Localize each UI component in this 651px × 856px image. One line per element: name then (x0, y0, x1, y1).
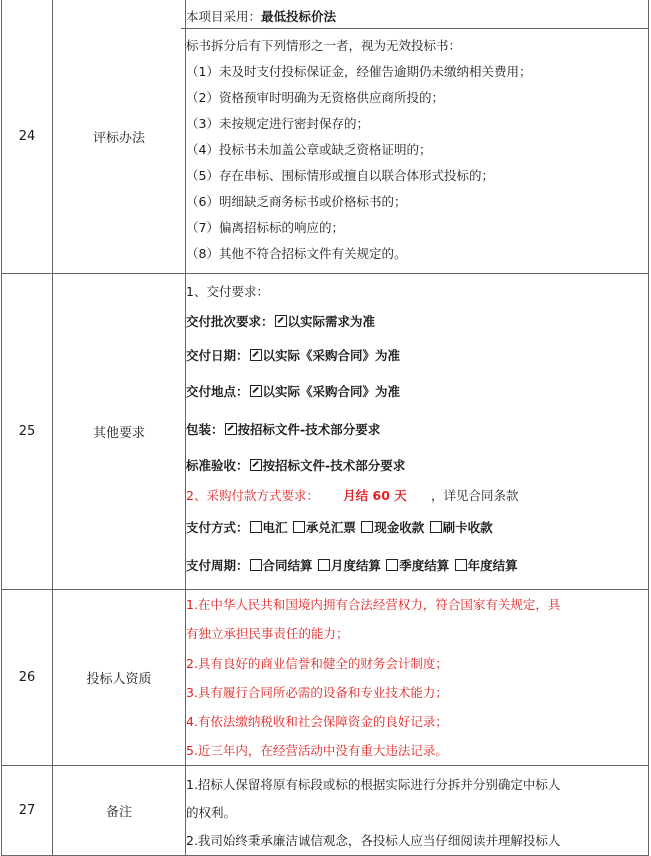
method-line (181, 6, 648, 29)
row-item: 评标办法 (53, 0, 186, 274)
payment-terms (186, 483, 648, 509)
option-label: 年度结算 (467, 557, 518, 573)
option-label: 月度结算 (330, 557, 381, 573)
option-label: 合同结算 (262, 557, 313, 573)
table-row (2, 766, 649, 856)
delivery-date (186, 339, 648, 373)
field-value: 以实际需求为准 (287, 313, 376, 329)
qualification-item: 1.在中华人民共和国境内拥有合法经营权力，符合国家有关规定，具 (186, 597, 561, 612)
table-row (2, 0, 649, 274)
delivery-location (186, 373, 648, 411)
row-content (186, 0, 649, 274)
field-value: 按招标文件-技术部分要求 (262, 457, 406, 473)
option-label: 现金收款 (374, 519, 425, 535)
row-content (186, 590, 649, 766)
delivery-title: 1、交付要求： (186, 283, 269, 299)
qualification-item: 2.具有良好的商业信誉和健全的财务会计制度； (186, 656, 448, 671)
condition-item: （6）明细缺乏商务标书或价格标书的； (186, 193, 407, 209)
checked-checkbox-icon[interactable] (250, 385, 262, 397)
option-label: 电汇 (262, 519, 288, 535)
qualification-item: 有独立承担民事责任的能力； (186, 626, 349, 641)
option-label: 刷卡收款 (442, 519, 493, 535)
row-number: 27 (2, 766, 53, 856)
requirements-table (1, 0, 649, 856)
checkbox-icon[interactable] (430, 521, 442, 533)
field-label: 支付方式： (186, 519, 249, 535)
condition-item: （7）偏离招标标的响应的； (186, 219, 344, 235)
table-row (2, 274, 649, 590)
method-value: 最低投标价法 (261, 8, 337, 24)
payment-cycles (186, 547, 648, 585)
checked-checkbox-icon[interactable] (250, 459, 262, 471)
note-item: 1.招标人保留将原有标段或标的根据实际进行分拆并分别确定中标人 (186, 776, 561, 792)
checkbox-icon[interactable] (250, 559, 262, 571)
checked-checkbox-icon[interactable] (250, 349, 262, 361)
row-content (186, 766, 649, 856)
row-number: 25 (2, 274, 53, 590)
packaging (186, 411, 648, 449)
invalid-intro: 标书拆分后有下列情形之一者，视为无效投标书： (186, 37, 462, 53)
field-label: 交付批次要求： (186, 313, 274, 329)
checked-checkbox-icon[interactable] (275, 315, 287, 327)
checkbox-icon[interactable] (386, 559, 398, 571)
field-value: 按招标文件-技术部分要求 (237, 421, 381, 437)
field-label: 包装： (186, 421, 224, 437)
row-number: 24 (2, 0, 53, 274)
payment-suffix: ，详见合同条款 (430, 487, 519, 503)
row-item: 其他要求 (53, 274, 186, 590)
payment-methods (186, 509, 648, 547)
checked-checkbox-icon[interactable] (225, 423, 237, 435)
option-label: 承兑汇票 (305, 519, 356, 535)
acceptance (186, 449, 648, 483)
method-prefix: 本项目采用： (186, 8, 262, 24)
qualification-item: 5.近三年内，在经营活动中没有重大违法记录。 (186, 743, 448, 758)
table-row (2, 590, 649, 766)
condition-item: （1）未及时支付投标保证金，经催告逾期仍未缴纳相关费用； (186, 63, 532, 79)
note-item: 的权利。 (186, 804, 237, 820)
payment-label: 2、采购付款方式要求： (186, 487, 319, 503)
condition-item: （3）未按规定进行密封保存的； (186, 115, 369, 131)
condition-item: （4）投标书未加盖公章或缺乏资格证明的； (186, 141, 432, 157)
checkbox-icon[interactable] (293, 521, 305, 533)
delivery-batch (186, 305, 648, 339)
qualification-item: 3.具有履行合同所必需的设备和专业技术能力； (186, 685, 448, 700)
checkbox-icon[interactable] (250, 521, 262, 533)
field-label: 交付日期： (186, 347, 249, 363)
checkbox-icon[interactable] (361, 521, 373, 533)
condition-item: （2）资格预审时明确为无资格供应商所投的； (186, 89, 444, 105)
condition-item: （5）存在串标、围标情形或擅自以联合体形式投标的； (186, 167, 494, 183)
qualification-item: 4.有依法缴纳税收和社会保障资金的良好记录； (186, 714, 448, 729)
row-content (186, 274, 649, 590)
row-item: 投标人资质 (53, 590, 186, 766)
field-label: 支付周期： (186, 557, 249, 573)
option-label: 季度结算 (399, 557, 450, 573)
note-item: 2.我司始终秉承廉洁诚信观念，各投标人应当仔细阅读并理解投标人 (186, 832, 561, 848)
checkbox-icon[interactable] (455, 559, 467, 571)
checkbox-icon[interactable] (318, 559, 330, 571)
row-item: 备注 (53, 766, 186, 856)
field-label: 交付地点： (186, 383, 249, 399)
field-value: 以实际《采购合同》为准 (262, 383, 401, 399)
row-number: 26 (2, 590, 53, 766)
payment-value: 月结 60 天 (319, 483, 431, 509)
field-value: 以实际《采购合同》为准 (262, 347, 401, 363)
condition-item: （8）其他不符合招标文件有关规定的。 (186, 245, 407, 261)
field-label: 标准验收： (186, 457, 249, 473)
